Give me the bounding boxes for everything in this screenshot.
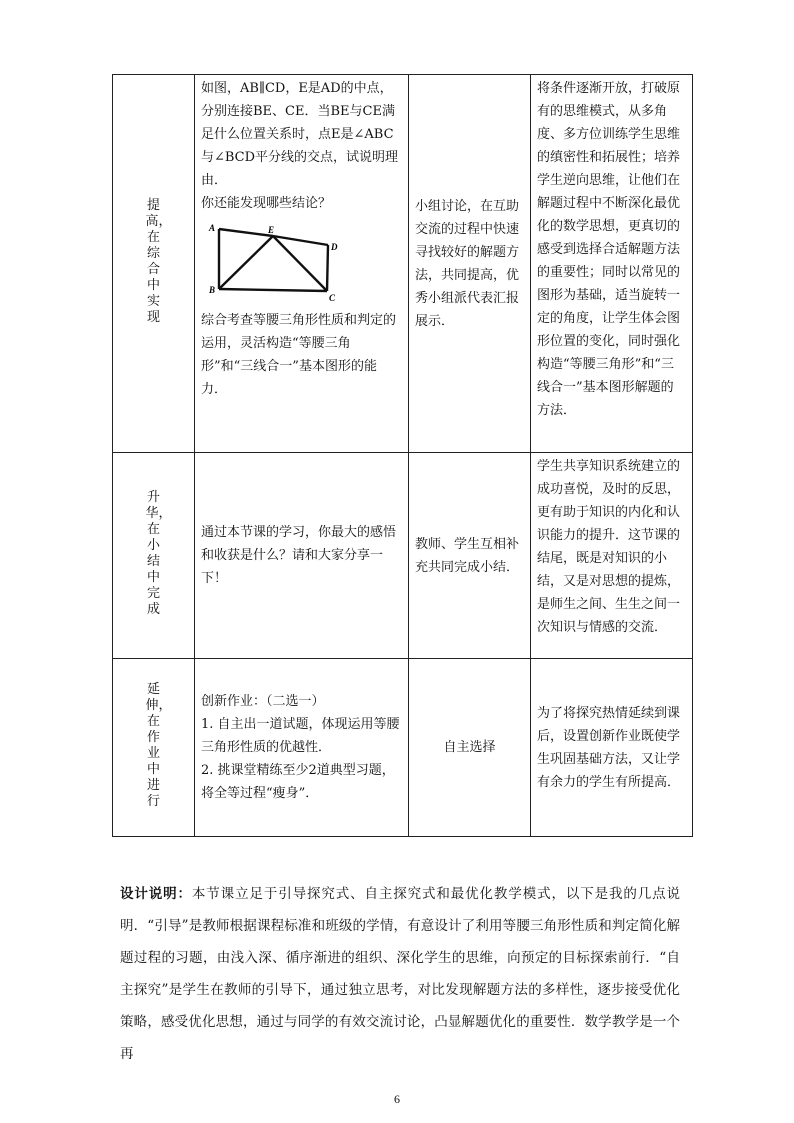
student-activity-cell	[409, 453, 531, 659]
table-row	[113, 75, 693, 453]
problem-note: 综合考查等腰三角形性质和判定的运用，灵活构造“等腰三角形”和“三线合一”基本图形的能力．	[201, 313, 397, 397]
point-label-c: C	[329, 293, 336, 303]
stage-label: 延伸，在作业中进行	[145, 682, 172, 809]
homework-item-2: 2. 挑课堂精练至少2道典型习题，将全等过程“瘦身”．	[201, 763, 395, 801]
student-activity-cell	[409, 75, 531, 453]
problem-text: 通过本节课的学习，你最大的感悟和收获是什么？请和大家分享一下！	[201, 525, 397, 586]
stage-cell	[113, 75, 195, 453]
student-activity-text: 自主选择	[443, 740, 496, 755]
page-number: 6	[394, 1092, 400, 1106]
stage-label: 升华，在小结中完成	[145, 490, 172, 617]
design-notes-label: 设计说明：	[120, 886, 192, 902]
homework-cell	[195, 659, 409, 837]
point-label-b: B	[209, 285, 216, 295]
student-activity-cell	[409, 659, 531, 837]
problem-text: 如图，AB∥CD，E是AD的中点，分别连接BE、CE．当BE与CE满足什么位置关系时，点E是∠ABC与∠BCD平分线的交点，试说明理由．	[201, 81, 399, 188]
design-intent-cell	[531, 659, 693, 837]
homework-item-1: 1. 自主出一道试题，体现运用等腰三角形性质的优越性．	[201, 717, 400, 755]
design-notes	[120, 878, 680, 1070]
table-row	[113, 659, 693, 837]
geometry-figure	[205, 219, 345, 303]
problem-question: 你还能发现哪些结论？	[201, 196, 332, 211]
problem-cell	[195, 453, 409, 659]
lesson-table	[112, 74, 693, 837]
table-row	[113, 453, 693, 659]
design-intent-text: 将条件逐渐开放，打破原有的思维模式，从多角度、多方位训练学生思维的缜密性和拓展性；培养学生逆向思维，让他们在解题过程中不断深化最优化的数学思想，更真切的感受到选择合适解题方法的重要性；同时以常见的图形为基础，适当旋转一定的角度，让学生体会图形位置的变化，同时强化构造“等腰三角形”和“三线合一”基本图形解题的方法．	[537, 81, 681, 418]
point-label-e: E	[268, 225, 275, 235]
homework-title: 创新作业：（二选一）	[201, 694, 325, 709]
design-intent-cell	[531, 453, 693, 659]
design-intent-text: 学生共享知识系统建立的成功喜悦，及时的反思，更有助于知识的内化和认识能力的提升．这节课的结尾，既是对知识的小结，又是对思想的提炼，是师生之间、生生之间一次知识与情感的交流．	[537, 459, 681, 635]
stage-label: 提高，在综合中实现	[145, 198, 172, 325]
point-label-d: D	[331, 242, 338, 252]
problem-cell	[195, 75, 409, 453]
student-activity-text: 小组讨论，在互助交流的过程中快速寻找较好的解题方法，共同提高，优秀小组派代表汇报展示．	[415, 198, 520, 329]
point-label-a: A	[209, 223, 216, 233]
student-activity-text: 教师、学生互相补充共同完成小结．	[415, 536, 520, 575]
design-intent-cell	[531, 75, 693, 453]
design-intent-text: 为了将探究热情延续到课后，设置创新作业既使学生巩固基础方法，又让学有余力的学生有所提高．	[537, 705, 681, 790]
stage-cell	[113, 453, 195, 659]
stage-cell	[113, 659, 195, 837]
design-notes-text: 本节课立足于引导探究式、自主探究式和最优化教学模式，以下是我的几点说明．“引导”是教师根据课程标准和班级的学情，有意设计了利用等腰三角形性质和判定简化解题过程的习题，由浅入深、循序渐进的组织、深化学生的思维，向预定的目标探索前行．“自主探究”是学生在教师的引导下，通过独立思考，对比发现解题方法的多样性，逐步接受优化策略，感受优化思想，通过与同学的有效交流讨论，凸显解题优化的重要性．数学教学是一个再	[120, 886, 681, 1062]
